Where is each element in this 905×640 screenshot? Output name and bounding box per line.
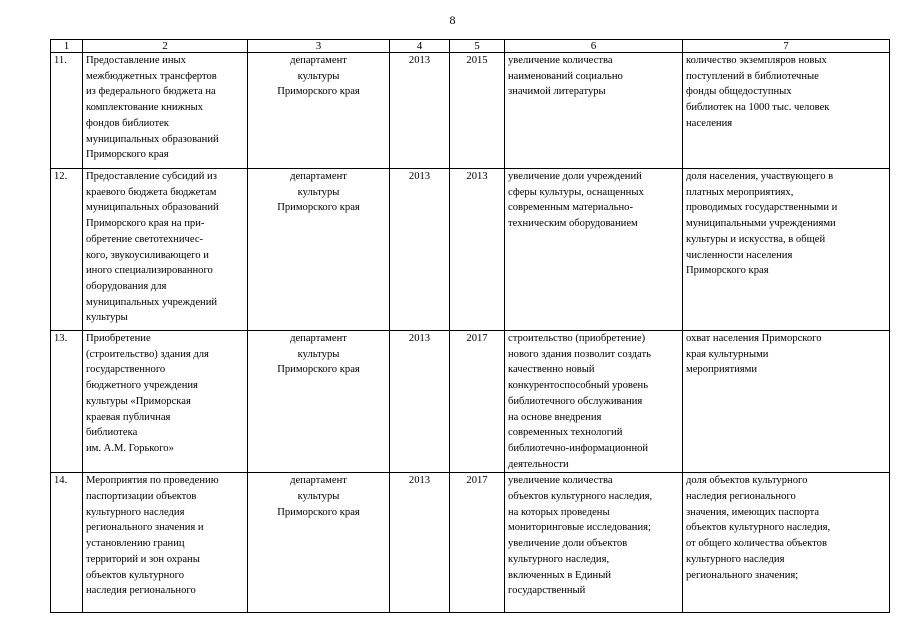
start-year: 2013	[390, 169, 450, 331]
table-row	[51, 169, 890, 331]
responsible-department	[248, 473, 390, 613]
column-number-row	[51, 40, 890, 53]
responsible-department	[248, 169, 390, 331]
target-indicator	[683, 473, 890, 613]
measure-description	[83, 473, 248, 613]
page-number: 8	[449, 13, 456, 27]
expected-result-text: увеличение доли учреждений сферы культуры, оснащенных современным материально- техническим оборудованием	[508, 171, 644, 230]
measure-description	[83, 53, 248, 169]
end-year: 2017	[450, 331, 505, 473]
target-indicator	[683, 53, 890, 169]
target-indicator-text: охват населения Приморского края культурными мероприятиями	[686, 333, 822, 376]
target-indicator	[683, 331, 890, 473]
measure-description-text: Предоставление субсидий из краевого бюджета бюджетам муниципальных образований Приморского края на при- обретение светотехничес- кого, звукоусиливающего и иного специализированного оборудования для муниципальных учреждений культуры	[86, 171, 219, 324]
measure-description-text: Предоставление иных межбюджетных трансфертов из федерального бюджета на комплектование книжных фондов библиотек муниципальных образований Приморского края	[86, 55, 219, 161]
row-number: 12.	[51, 169, 83, 331]
target-indicator-text: количество экземпляров новых поступлений в библиотечные фонды общедоступных библиотек на 1000 тыс. человек населения	[686, 55, 830, 129]
measure-description-text: Приобретение (строительство) здания для государственного бюджетного учреждения культуры «Приморская краевая публичная библиотека им. А.М. Горького»	[86, 333, 209, 454]
responsible-department-text: департамент культуры Приморского края	[277, 171, 360, 214]
responsible-department	[248, 53, 390, 169]
expected-result	[505, 169, 683, 331]
end-year: 2013	[450, 169, 505, 331]
measure-description	[83, 331, 248, 473]
expected-result-text: увеличение количества наименований социально значимой литературы	[508, 55, 623, 98]
measure-description-text: Мероприятия по проведению паспортизации объектов культурного наследия регионального значения и установлению границ территорий и зон охраны объектов культурного наследия регионального	[86, 475, 219, 597]
table-row	[51, 331, 890, 473]
start-year: 2013	[390, 53, 450, 169]
responsible-department-text: департамент культуры Приморского края	[277, 55, 360, 98]
row-number: 11.	[51, 53, 83, 169]
responsible-department-text: департамент культуры Приморского края	[277, 475, 360, 518]
column-header: 2	[83, 40, 248, 53]
target-indicator-text: доля объектов культурного наследия регионального значения, имеющих паспорта объектов культурного наследия, от общего количества объектов культурного наследия регионального значения;	[686, 475, 831, 581]
responsible-department-text: департамент культуры Приморского края	[277, 333, 360, 376]
expected-result-text: увеличение количества объектов культурного наследия, на которых проведены мониторинговые исследования; увеличение доли объектов культурного наследия, включенных в Единый государственный	[508, 475, 653, 597]
expected-result	[505, 473, 683, 613]
column-header: 6	[505, 40, 683, 53]
row-number: 14.	[51, 473, 83, 613]
column-header: 1	[51, 40, 83, 53]
column-header: 5	[450, 40, 505, 53]
responsible-department	[248, 331, 390, 473]
expected-result-text: строительство (приобретение) нового здания позволит создать качественно новый конкурентоспособный уровень библиотечного обслуживания на основе внедрения современных технологий библиотечно-информационной деятельности	[508, 333, 651, 470]
table-row	[51, 473, 890, 613]
column-header: 4	[390, 40, 450, 53]
end-year: 2017	[450, 473, 505, 613]
measures-table	[50, 39, 890, 613]
table-row	[51, 53, 890, 169]
expected-result	[505, 53, 683, 169]
measure-description	[83, 169, 248, 331]
target-indicator-text: доля населения, участвующего в платных мероприятиях, проводимых государственными и муниципальными учреждениями культуры и искусства, в общей численности населения Приморского края	[686, 171, 838, 277]
start-year: 2013	[390, 331, 450, 473]
column-header: 3	[248, 40, 390, 53]
start-year: 2013	[390, 473, 450, 613]
column-header: 7	[683, 40, 890, 53]
end-year: 2015	[450, 53, 505, 169]
target-indicator	[683, 169, 890, 331]
expected-result	[505, 331, 683, 473]
row-number: 13.	[51, 331, 83, 473]
